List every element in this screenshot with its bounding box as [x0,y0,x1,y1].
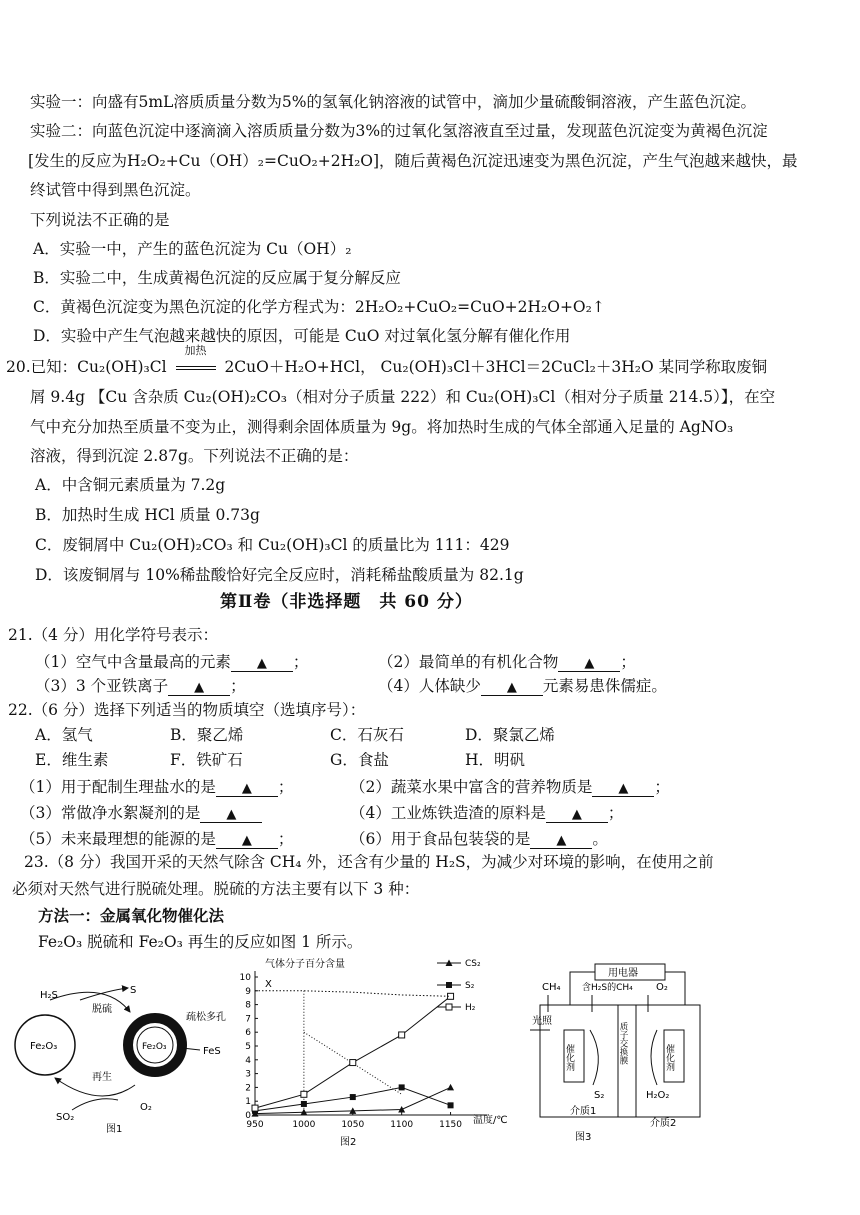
q21-part3: （3）3 个亚铁离子 ▲ ； [35,677,246,695]
q22-part5: （5）未来最理想的能源的是 ▲ ； [20,830,294,848]
q23-line1: 23.（8 分）我国开采的天然气除含 CH₄ 外，还含有少量的 H₂S，为减少对环境的影响，在使用之前 [24,853,714,871]
q20-line3: 气中充分加热至质量不变为止，测得剩余固体质量为 9g。将加热时生成的气体全部通入足量的 AgNO₃ [30,418,734,436]
q20-eq1-left: 20.已知：Cu₂(OH)₃Cl [6,358,167,376]
q23-line2: 必须对天然气进行脱硫处理。脱硫的方法主要有以下 3 种： [12,880,420,898]
fig3-device: 用电器 [608,968,638,979]
x-tick-label: 1150 [439,1120,463,1130]
figure-3 [530,960,710,1150]
data-point [399,1084,405,1090]
q21-part1: （1）空气中含量最高的元素 ▲ ； [35,653,309,671]
answer-blank[interactable]: ▲ [231,657,293,672]
fig3-catalyst-left: 催化剂 [564,1044,574,1071]
y-tick-label: 9 [245,986,251,997]
x-tick-label: 950 [246,1120,264,1130]
data-point [301,1101,307,1107]
q20-eq1-right: 2CuO＋H₂O+HCl， Cu₂(OH)₃Cl＋3HCl＝2CuCl₂＋3H₂O 某同学称取废铜 [224,358,768,376]
fig3-catalyst-right: 催化剂 [664,1044,674,1071]
heat-arrow [174,344,218,377]
fig1-fe2o3-right: Fe₂O₃ [142,1042,167,1052]
chart-xlabel: 温度/℃ [473,1115,508,1126]
exp2-line3: 终试管中得到黑色沉淀。 [30,181,201,199]
y-tick-label: 1 [245,1097,251,1108]
q22-option-f: F．铁矿石 [170,751,243,769]
fig-intro: Fe₂O₃ 脱硫和 Fe₂O₃ 再生的反应如图 1 所示。 [38,933,363,951]
answer-blank[interactable]: ▲ [200,808,262,823]
x-tick-label: 1050 [341,1120,365,1130]
section-2-title: 第Ⅱ卷（非选择题 共 60 分） [220,592,473,612]
fig3-medium2: 介质2 [650,1118,677,1129]
series-line-3 [255,996,451,1108]
fig1-so2: SO₂ [56,1112,75,1123]
fig1-fe2o3-left: Fe₂O₃ [30,1041,58,1052]
fig1-fes: FeS [203,1046,221,1057]
answer-blank[interactable]: ▲ [592,782,654,797]
q22-part6: （6）用于食品包装袋的是 ▲ 。 [350,830,608,848]
chart-ylabel: 气体分子百分含量 [265,959,345,970]
q21-part4: （4）人体缺少 ▲ 元素易患侏儒症。 [378,677,667,695]
fig3-membrane: 质子交换膜 [618,1022,628,1065]
fig1-o2: O₂ [140,1102,152,1113]
fig3-light: 光照 [532,1016,552,1027]
data-point [447,1084,454,1091]
q20-line1 [6,344,768,377]
q22-part2: （2）蔬菜水果中富含的营养物质是 ▲ ； [350,778,670,796]
q20-option-b: B．加热时生成 HCl 质量 0.73g [35,506,260,524]
q22-option-a: A．氢气 [35,726,93,744]
fig3-s2: S₂ [594,1090,605,1101]
exp1-text: 实验一：向盛有5mL溶质质量分数为5%的氢氧化钠溶液的试管中，滴加少量硫酸铜溶液，产生蓝色沉淀。 [30,93,756,111]
q22-option-h: H．明矾 [465,751,526,769]
data-point [350,1060,356,1066]
q19-option-b: B．实验二中，生成黄褐色沉淀的反应属于复分解反应 [33,269,401,287]
fig3-caption: 图3 [575,1132,592,1143]
y-tick-label: 4 [245,1055,251,1066]
y-tick-label: 7 [245,1014,251,1025]
figure-1 [10,960,235,1140]
fig3-gas-in: 含H₂S的CH₄ [582,983,633,993]
method1-title: 方法一：金属氧化物催化法 [38,906,225,925]
series-line-4 [255,991,451,997]
q22-stem: 22.（6 分）选择下列适当的物质填空（选填序号）： [8,701,366,719]
answer-blank[interactable]: ▲ [216,782,278,797]
q22-option-b: B．聚乙烯 [170,726,244,744]
answer-blank[interactable]: ▲ [168,681,230,696]
exp2-line1: 实验二：向蓝色沉淀中逐滴滴入溶质质量分数为3%的过氧化氢溶液直至过量，发现蓝色沉淀变为黄褐色沉淀 [30,122,768,140]
q20-line2: 屑 9.4g 【Cu 含杂质 Cu₂(OH)₂CO₃（相对分子质量 222）和 Cu₂(OH)₃Cl（相对分子质量 214.5）】，在空 [30,388,776,406]
data-point [350,1094,356,1100]
fig1-caption: 图1 [106,1124,123,1135]
y-tick-label: 10 [239,973,251,983]
y-tick-label: 3 [245,1069,251,1080]
fig3-ch4: CH₄ [542,982,561,993]
fig1-porous: 疏松多孔 [186,1012,226,1023]
legend-marker [446,982,452,988]
chart-x-marker: X [265,979,272,990]
fig1-regen: 再生 [92,1072,112,1083]
q19-option-d: D．实验中产生气泡越来越快的原因，可能是 CuO 对过氧化氢分解有催化作用 [33,327,571,345]
chart-series [252,991,455,1117]
q22-option-e: E．维生素 [35,751,109,769]
q21-stem: 21.（4 分）用化学符号表示： [8,626,218,644]
answer-blank[interactable]: ▲ [481,681,543,696]
q20-option-d: D．该废铜屑与 10%稀盐酸恰好完全反应时，消耗稀盐酸质量为 82.1g [35,566,524,584]
q20-option-c: C．废铜屑中 Cu₂(OH)₂CO₃ 和 Cu₂(OH)₃Cl 的质量比为 111：429 [35,536,510,554]
legend-label: H₂ [465,1003,476,1013]
y-tick-label: 2 [245,1083,251,1094]
y-tick-label: 6 [245,1028,251,1039]
legend-marker [446,1004,452,1010]
q20-option-a: A．中含铜元素质量为 7.2g [35,476,226,494]
answer-blank[interactable]: ▲ [546,808,608,823]
x-tick-label: 1000 [292,1120,316,1130]
data-point [399,1032,405,1038]
q22-part3: （3）常做净水絮凝剂的是 ▲ [20,803,262,823]
exp2-line2: [发生的反应为H₂O₂+Cu（OH）₂=CuO₂+2H₂O]，随后黄褐色沉淀迅速变为黑色沉淀，产生气泡越来越快，最 [28,152,798,170]
x-tick-label: 1100 [390,1120,414,1130]
data-point [252,1105,258,1111]
q22-option-d: D．聚氯乙烯 [465,726,555,744]
q22-option-g: G．食盐 [330,751,389,769]
chart-caption: 图2 [340,1137,357,1148]
q19-option-a: A．实验一中，产生的蓝色沉淀为 Cu（OH）₂ [33,240,352,258]
data-point [301,1091,307,1097]
fig1-s: S [130,985,137,996]
fig3-o2: O₂ [656,982,668,993]
q20-line4: 溶液，得到沉淀 2.87g。下列说法不正确的是： [30,447,359,465]
fig1-h2s: H₂S [40,990,58,1001]
answer-blank[interactable]: ▲ [530,834,592,849]
q22-part4: （4）工业炼铁造渣的原料是 ▲ ； [350,804,624,822]
data-point [448,1102,454,1108]
heat-label: 加热 [184,344,207,357]
q22-option-c: C．石灰石 [330,726,404,744]
legend-label: S₂ [465,981,475,991]
q21-part2: （2）最简单的有机化合物 ▲ ； [378,653,636,671]
q19-option-c: C．黄褐色沉淀变为黑色沉淀的化学方程式为：2H₂O₂+CuO₂=CuO+2H₂O+O₂↑ [33,298,605,316]
answer-blank[interactable]: ▲ [216,834,278,849]
figure-2-chart [225,955,515,1155]
fig1-desulf: 脱硫 [92,1004,112,1015]
answer-blank[interactable]: ▲ [558,657,620,672]
fig3-h2o2: H₂O₂ [646,1090,670,1101]
y-tick-label: 8 [245,1000,251,1011]
y-tick-label: 0 [245,1111,251,1121]
q22-part1: （1）用于配制生理盐水的是 ▲ ； [20,778,294,796]
q19-stem: 下列说法不正确的是 [30,211,170,229]
y-tick-label: 5 [245,1042,251,1052]
legend-label: CS₂ [465,959,481,969]
fig3-medium1: 介质1 [570,1106,597,1117]
